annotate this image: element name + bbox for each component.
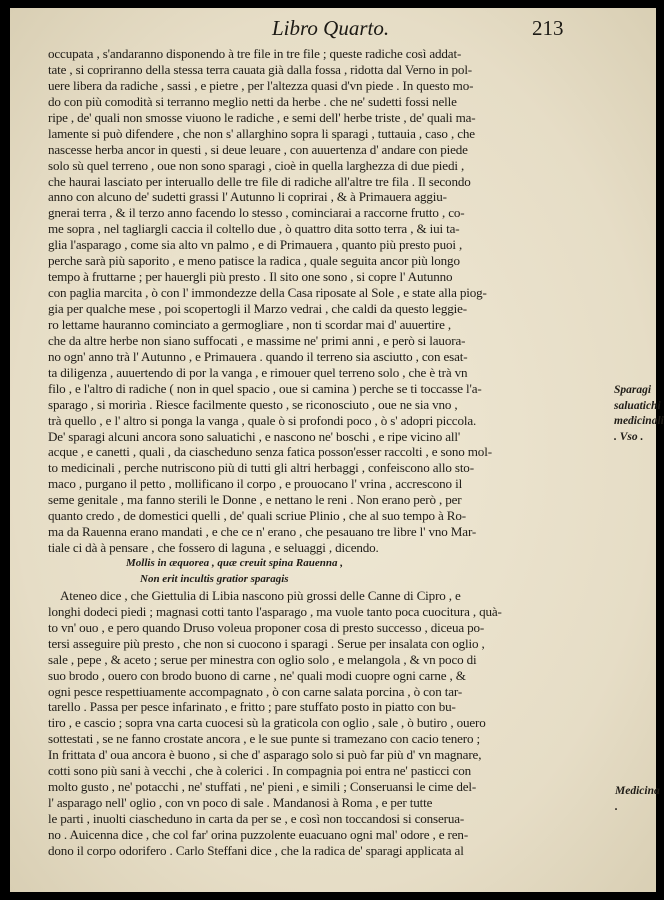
page-header — [10, 16, 656, 44]
text-line: suo brodo , ouero con brodo buono di carne , ne' quali modi cuopre ogni carne , & — [48, 667, 466, 683]
text-line: tempo à fruttarne ; per hauergli più presto . Il sito one sono , si copre l' Autunno — [48, 269, 453, 285]
book-page — [10, 8, 664, 892]
text-line: tersi asseguire più presto , che non si cuocono i sparagi . Serue per insalata con oglio , — [48, 635, 485, 651]
text-line: ogni pesce respettiuamente accompagnato , ò con carne salata porcina , ò con tar- — [48, 683, 463, 699]
text-line: acque , e canetti , quali , da ciascheduno senza fatica posson'esser raccolti , e sono mol- — [48, 444, 492, 460]
text-line: sparago , si morirìa . Riesce facilmente questo , se riconosciuto , oue ne sia vno , — [48, 396, 458, 412]
text-line: nascesse herba ancor in questi , si deue leuare , con auuertenza d' andare con piede — [48, 141, 468, 157]
text-line: glia l'asparago , come sia alto vn palmo , e di Primauera , quanto più presto puoi , — [48, 237, 463, 253]
text-line: do con più comodità si terranno meglio netti da herbe . che ne' sudetti fossi nelle — [48, 93, 457, 109]
verse-line: Mollis in æquorea , quæ creuit spina Rauenna , — [126, 557, 343, 569]
margin-note-wild-asparagus: Sparagi saluatichi medicinali . Vso . — [614, 384, 664, 443]
running-head: Libro Quarto. — [272, 16, 390, 40]
text-line: no . Auicenna dice , che col far' orina puzzolente euacuano ogni mal' odore , e ren- — [48, 826, 469, 842]
page-number: 213 — [532, 16, 564, 40]
text-line: molto gusto , ne' potacchi , ne' stuffati , ne' pieni , e simili ; Conseruansi le cime del- — [48, 779, 477, 795]
text-line: ta diligenza , auuertendo di por la vanga , e rimouer quel terreno solo , che è trà vn — [48, 364, 468, 380]
text-line: to medicinali , perche nutriscono più di tutti gli altri herbaggi , confeiscono allo sto- — [48, 460, 474, 476]
text-line: ma da Rauenna erano mandati , e che ce n' erano , che pesauano tre libre l' vno Mar- — [48, 524, 477, 540]
text-line: perche sarà più saporito , e meno patisce la radica , quale seguita ancor più longo — [48, 253, 460, 269]
text-line: tate , si copriranno della stessa terra cauata già dalla fossa , ridotta dal Verno in pol- — [48, 61, 473, 77]
text-line: quanto credo , de domestici quelli , de' quali scriue Plinio , che al suo tempo à Ro- — [48, 508, 466, 524]
text-line: lamente si può difendere , che non s' allarghino sopra li sparagi , tuttauia , caso , che — [48, 125, 475, 141]
text-line: sottestati , se ne fanno crostate ancora , e le sue punte si tramezano con cacio tenero ; — [48, 731, 481, 747]
text-line: tiale ci dà à pensare , che fossero di laguna , e seluaggi , dicendo. — [48, 540, 379, 556]
text-line: ro lettame hauranno cominciato a germogliare , non ti scordar mai d' auuertire , — [48, 316, 452, 332]
text-line: no ogn' anno trà l' Autunno , e Primauera . quando il terreno sia asciutto , con esat- — [48, 348, 468, 364]
verse-line: Non erit incultis gratior sparagis — [140, 572, 289, 585]
text-line: In frittata d' oua ancora è buono , si che d' asparago solo si può far più d' vn magnare, — [48, 747, 482, 763]
text-line: anno con alcuno de' sudetti grassi l' Autunno li coprirai , & à Primauera aggiu- — [48, 189, 447, 205]
text-line: tiro , e cascio ; sopra vna carta cuocesi sù la graticola con oglio , sale , ò butiro , ouero — [48, 715, 486, 731]
text-line: solo sù quel terreno , oue non sono sparagi , cioè in quella larghezza di due piedi , — [48, 157, 465, 173]
text-line: De' sparagi alcuni ancora sono saluatichi , e nascono ne' boschi , e ripe vicino all' — [48, 428, 461, 444]
text-line: cotti sono più sani à vecchi , che à colerici . In compagnia poi entra ne' pasticci con — [48, 763, 472, 779]
margin-note-medicine: Medicina . — [615, 785, 660, 813]
text-line: dono il corpo odorifero . Carlo Steffani dice , che la radica de' sparagi applicata al — [48, 842, 464, 858]
text-line: me sopra , nel tagliargli caccia il coltello due , ò quattro dita sotto terra , & iui ta- — [48, 221, 460, 237]
text-line: che haurai lasciato per interuallo delle tre file di radiche all'altre tre fila . Il secondo — [48, 173, 471, 189]
text-line: gia per qualche mese , poi scopertogli il Marzo vedrai , che caldi da questo leggie- — [48, 301, 467, 316]
text-line: gnerai terra , & il terzo anno facendo lo stesso , cominciarai a raccorne frutto , co- — [48, 205, 465, 221]
text-line: uere libera da radiche , sassi , e pietre , per l'altezza quasi d'vn piede . In questo mo- — [48, 77, 474, 93]
text-line: occupata , s'andaranno disponendo à tre file in tre file ; queste radiche così addat- — [48, 46, 462, 61]
text-line: che da altre herbe non siano suffocati , e massime ne' primi anni , e però si lauora- — [48, 332, 466, 348]
text-line: trà quello , e l' altro si ponga la vanga , quale ò si profondi poco , ò s' adopri piccola. — [48, 412, 477, 428]
text-line: longhi dodeci piedi ; magnasi cotti tanto l'asparago , ma vuole tanto poca cuocitura , quà- — [48, 603, 502, 619]
body-text — [48, 46, 596, 859]
text-line: seme genitale , ma fanno sterili le Donne , e nettano le reni . Non erano però , per — [48, 492, 462, 508]
text-line: maco , purgano il petto , mollificano il corpo , e prouocano l' vrina , accrescono il — [48, 476, 463, 492]
text-line: to vn' ouo , e pero quando Druso voleua proponer cosa di presto successo , diceua po- — [48, 619, 485, 635]
text-line: Ateneo dice , che Giettulia di Libia nascono più grossi delle Canne di Cipro , e — [60, 587, 461, 603]
text-line: sale , pepe , & aceto ; serue per minestra con oglio solo , e melangola , & vn poco di — [48, 651, 477, 667]
text-line: con paglia marcita , ò con l' immondezze della Casa riposate al Sole , e state alla piog- — [48, 285, 487, 301]
text-line: l' asparago nell' oglio , con vn poco di sale . Mandanosi à Roma , e per tutte — [48, 795, 433, 811]
text-line: filo , e l'altro di radiche ( non in quel spacio , oue si camina ) perche se ti toccasse l'a- — [48, 380, 482, 396]
text-line: tarello . Passa per pesce infarinato , e fritto ; pare stuffato posto in piatto con bu- — [48, 699, 456, 715]
text-line: ripe , de' quali non smosse viuono le radiche , e semi dell' herbe triste , de' quali ma- — [48, 109, 476, 125]
text-line: le parti , inuolti ciascheduno in carta da per se , e così non toccandosi si conserua- — [48, 811, 465, 826]
